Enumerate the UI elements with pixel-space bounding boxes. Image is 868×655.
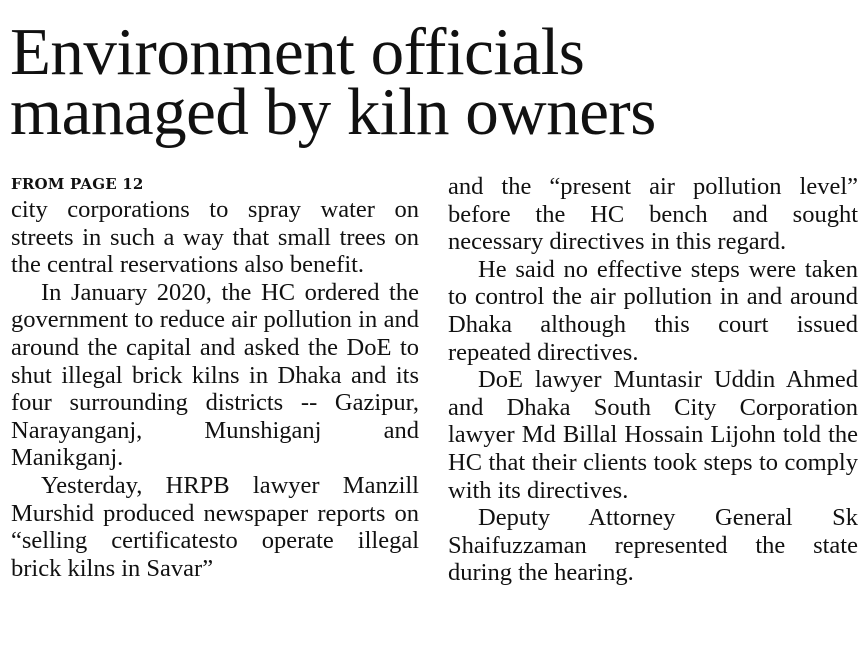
left-column bbox=[11, 173, 419, 582]
headline bbox=[10, 15, 860, 149]
paragraph-january-2020: In January 2020, the HC ordered the government to reduce air pollution in and around the capital and asked the DoE to shut illegal brick kilns in Dhaka and its four surrounding districts -- Gazipur, Narayanganj, Munshiganj and Manikganj. bbox=[11, 278, 419, 472]
paragraph-no-effective-steps: He said no effective steps were taken to control the air pollution in and around Dhaka although this court issued repeated directives. bbox=[448, 255, 858, 366]
headline-line-2: managed by kiln owners bbox=[10, 75, 656, 149]
headline-line-1: Environment officials bbox=[10, 15, 585, 89]
paragraph-yesterday: Yesterday, HRPB lawyer Manzill Murshid produced newspaper reports on “selling certificatesto operate illegal brick kilns in Savar” bbox=[11, 471, 419, 582]
paragraph-continuation: city corporations to spray water on streets in such a way that small trees on the central reservations also benefit. bbox=[11, 196, 419, 279]
jump-line: FROM PAGE 12 bbox=[11, 175, 144, 193]
paragraph-doe-lawyer: DoE lawyer Muntasir Uddin Ahmed and Dhaka South City Corporation lawyer Md Billal Hossain Lijohn told the HC that their clients took steps to comply with its directives. bbox=[448, 366, 858, 504]
right-column bbox=[448, 173, 858, 587]
paragraph-continued: and the “present air pollution level” before the HC bench and sought necessary directives in this regard. bbox=[448, 173, 858, 256]
paragraph-deputy-attorney: Deputy Attorney General Sk Shaifuzzaman represented the state during the hearing. bbox=[448, 504, 858, 587]
